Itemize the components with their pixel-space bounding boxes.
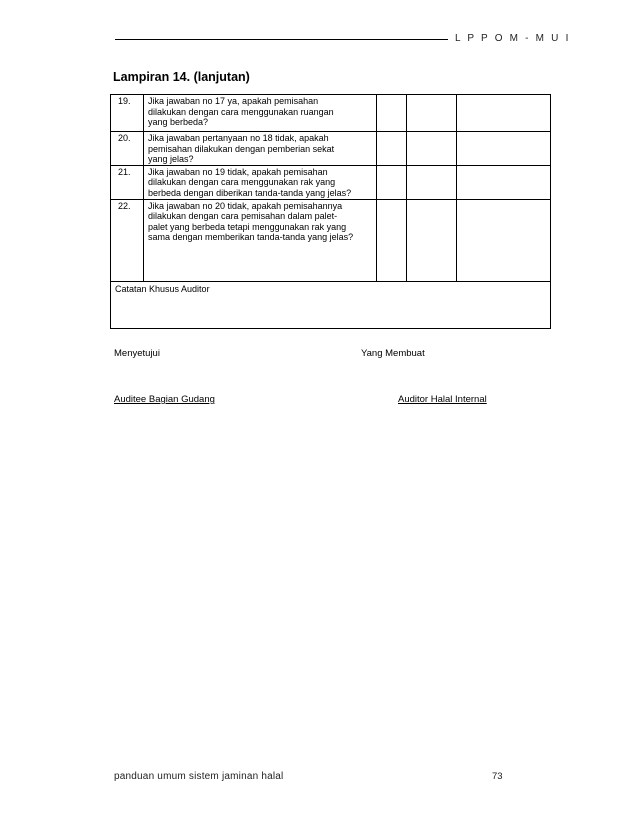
answer-cell xyxy=(407,199,457,281)
answer-cell xyxy=(407,95,457,132)
footer-title: panduan umum sistem jaminan halal xyxy=(114,771,284,782)
checklist-table xyxy=(110,94,551,329)
answer-cell xyxy=(377,95,407,132)
answer-cell xyxy=(377,165,407,199)
header-rule xyxy=(115,39,448,40)
answer-cell xyxy=(377,199,407,281)
answer-cell xyxy=(407,132,457,166)
approve-label: Menyetujui xyxy=(114,348,160,359)
answer-cell xyxy=(407,165,457,199)
remark-cell xyxy=(457,165,551,199)
page-number: 73 xyxy=(492,771,503,782)
row-question: Jika jawaban no 19 tidak, apakah pemisahan dilakukan dengan cara menggunakan rak yang berbeda dengan diberikan tanda-tanda yang jelas? xyxy=(144,165,377,199)
row-question: Jika jawaban pertanyaan no 18 tidak, apakah pemisahan dilakukan dengan pemberian sekat yang jelas? xyxy=(144,132,377,166)
table-row xyxy=(111,165,551,199)
row-number: 20. xyxy=(111,132,144,166)
notes-label: Catatan Khusus Auditor xyxy=(111,281,551,328)
maker-label: Yang Membuat xyxy=(361,348,425,359)
header-brand: L P P O M - M U I xyxy=(455,33,571,44)
remark-cell xyxy=(457,199,551,281)
row-number: 22. xyxy=(111,199,144,281)
row-number: 21. xyxy=(111,165,144,199)
row-question: Jika jawaban no 20 tidak, apakah pemisahannya dilakukan dengan cara pemisahan dalam palet- palet yang berbeda tetapi menggunakan rak yang sama dengan memberikan tanda-tanda yang jelas? xyxy=(144,199,377,281)
remark-cell xyxy=(457,95,551,132)
row-number: 19. xyxy=(111,95,144,132)
page-title: Lampiran 14. (lanjutan) xyxy=(113,70,250,84)
auditee-signature: Auditee Bagian Gudang xyxy=(114,394,215,405)
table-row xyxy=(111,132,551,166)
remark-cell xyxy=(457,132,551,166)
table-row xyxy=(111,95,551,132)
table-row xyxy=(111,199,551,281)
notes-row xyxy=(111,281,551,328)
auditor-signature: Auditor Halal Internal xyxy=(398,394,487,405)
row-question: Jika jawaban no 17 ya, apakah pemisahan dilakukan dengan cara menggunakan ruangan yang berbeda? xyxy=(144,95,377,132)
answer-cell xyxy=(377,132,407,166)
